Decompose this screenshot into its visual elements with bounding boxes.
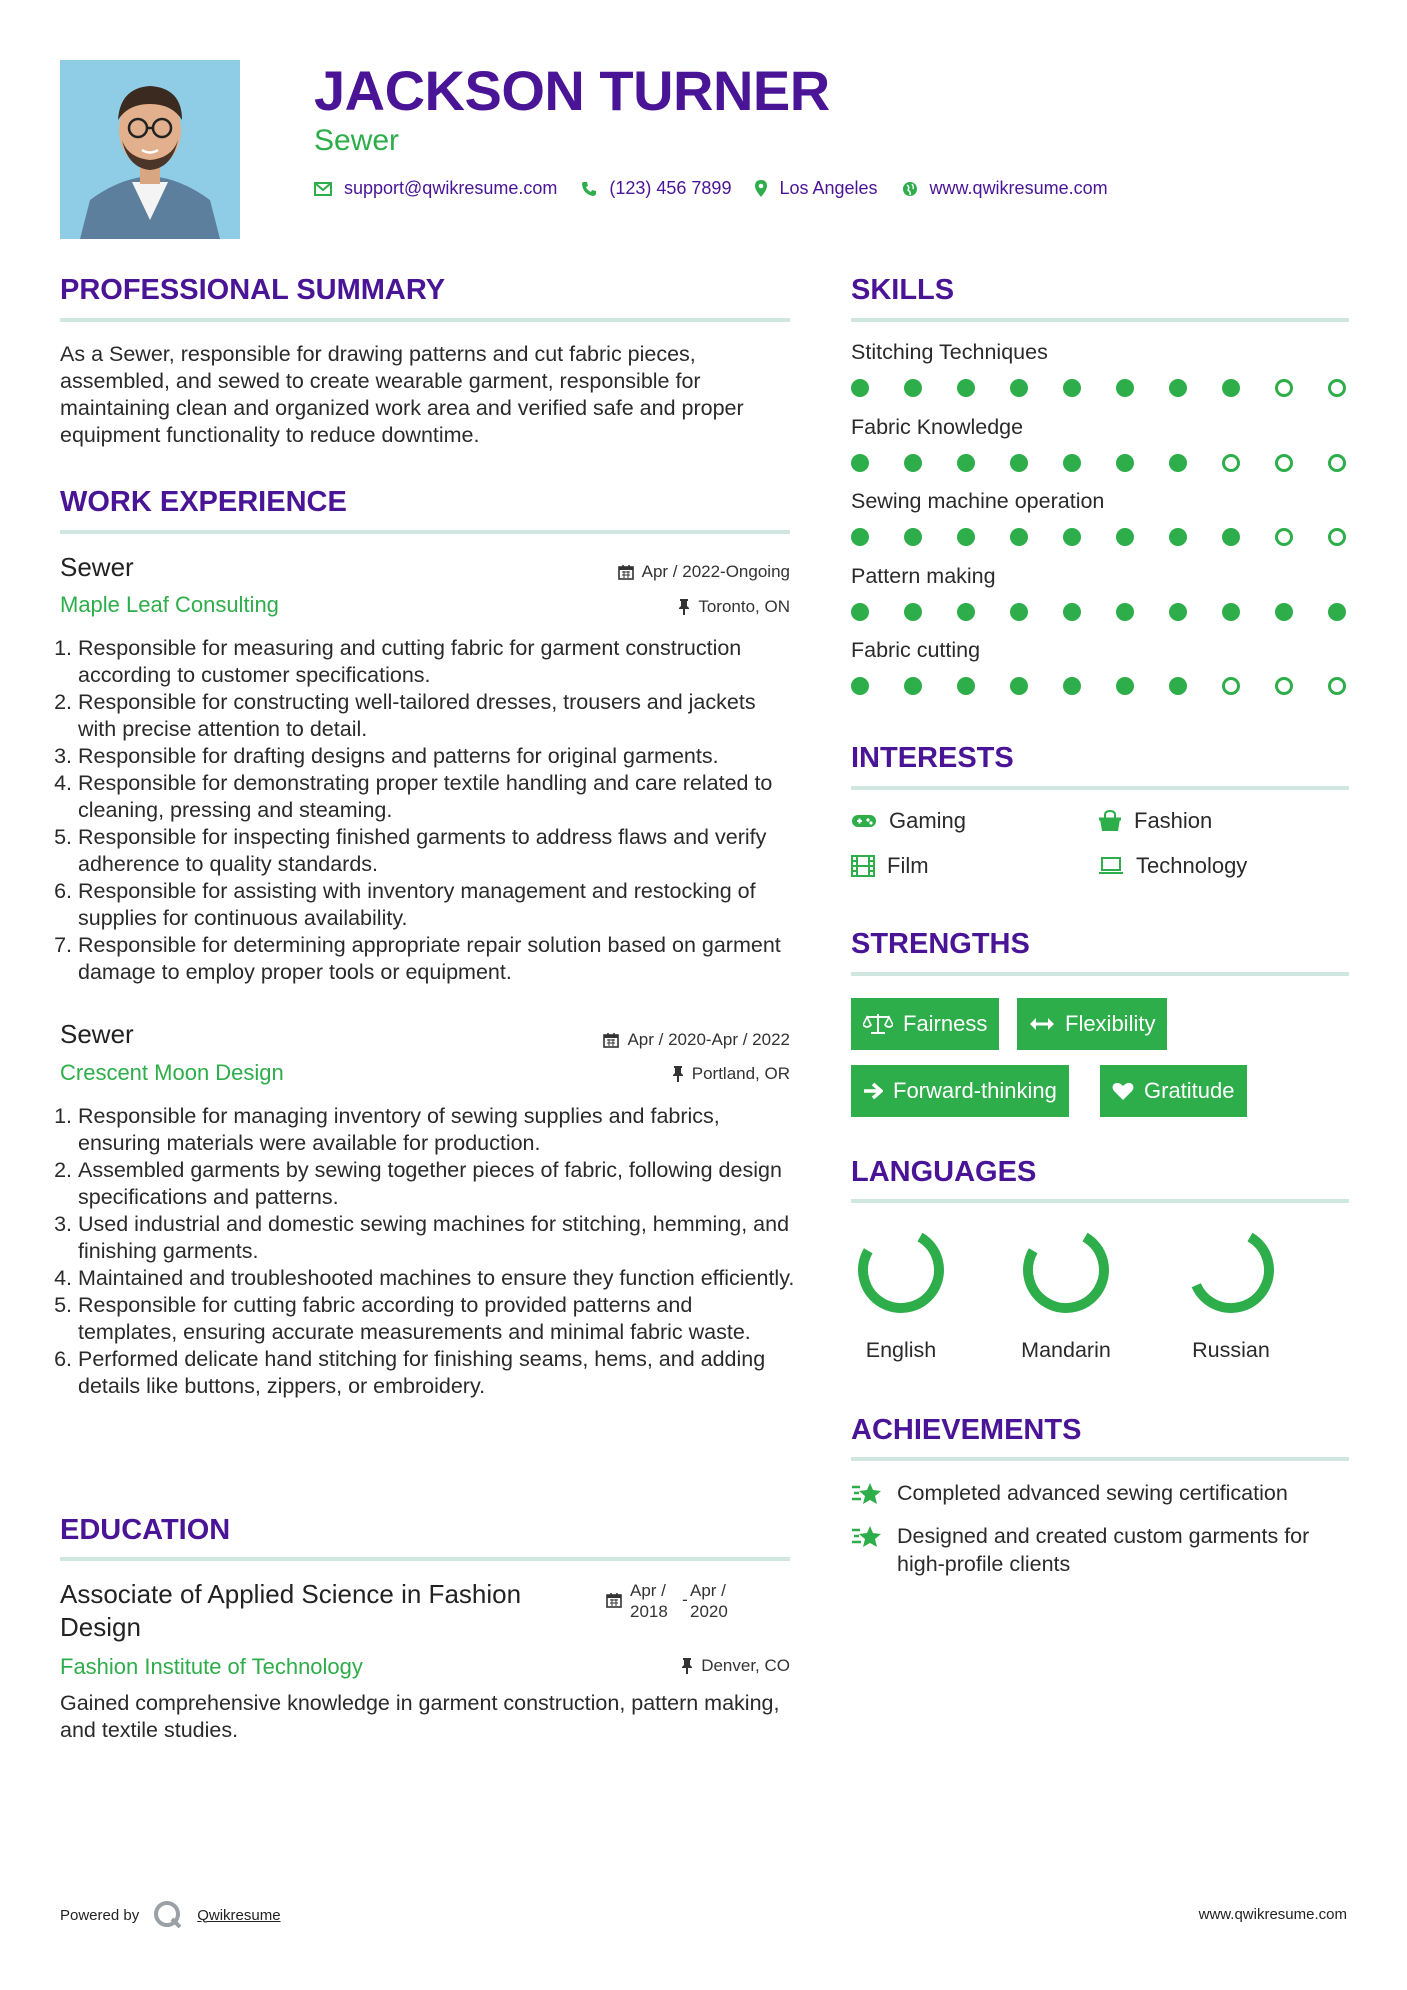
contact-website[interactable] xyxy=(902,178,1108,199)
skill-dot-filled xyxy=(1169,677,1187,695)
skill-dot-filled xyxy=(1063,454,1081,472)
candidate-name: JACKSON TURNER xyxy=(314,59,830,122)
work-divider xyxy=(60,530,790,534)
job-2-location-text: Portland, OR xyxy=(691,1064,790,1083)
skill-dot-filled xyxy=(1010,677,1028,695)
languages-divider xyxy=(851,1199,1349,1203)
education-heading: EDUCATION xyxy=(60,1514,231,1546)
job-2-dates xyxy=(500,1030,790,1050)
work-heading: WORK EXPERIENCE xyxy=(60,486,347,518)
contact-bar xyxy=(314,178,1132,199)
language-name: English xyxy=(865,1338,937,1362)
language-proficiency-ring xyxy=(853,1222,949,1318)
skill-dot-filled xyxy=(1010,603,1028,621)
language-proficiency-ring xyxy=(1183,1222,1279,1318)
languages-heading: LANGUAGES xyxy=(851,1156,1037,1188)
job-2-duty: 5. Responsible for cutting fabric according to provided patterns and templates, ensuring accurate measurements and minimal fabric waste. xyxy=(78,1292,795,1346)
skills-heading: SKILLS xyxy=(851,274,955,306)
profile-photo xyxy=(60,60,240,239)
job-2-dates-text: Apr / 2020-Apr / 2022 xyxy=(627,1030,790,1049)
skill-dot-filled xyxy=(957,677,975,695)
skill-dot-filled xyxy=(851,603,869,621)
phone-icon xyxy=(581,181,597,197)
skill-dot-empty xyxy=(1275,454,1293,472)
interest-label: Technology xyxy=(1136,853,1248,878)
skill-name: Sewing machine operation xyxy=(851,489,1105,513)
interest-technology xyxy=(1098,853,1247,879)
summary-text: As a Sewer, responsible for drawing patterns and cut fabric pieces, assembled, and sewed to create wearable garment, responsible for maintaining clean and organized work area and verified safe and proper equipment functionality to reduce downtime. xyxy=(60,342,744,447)
balance-scale-icon xyxy=(863,1013,893,1035)
job-1-dates xyxy=(500,562,790,582)
language-ring-arc xyxy=(1183,1222,1279,1318)
skill-dot-filled xyxy=(1063,677,1081,695)
skill-dot-filled xyxy=(851,528,869,546)
job-1-title: Sewer xyxy=(60,552,134,582)
education-description: Gained comprehensive knowledge in garment construction, pattern making, and textile studies. xyxy=(60,1691,780,1742)
skill-dot-filled xyxy=(1222,379,1240,397)
job-2-location xyxy=(500,1064,790,1084)
strength-forward-thinking xyxy=(851,1065,1069,1117)
strength-fairness xyxy=(851,998,999,1050)
skill-dot-filled xyxy=(851,677,869,695)
arrow-right-icon xyxy=(863,1082,883,1100)
skill-dot-empty xyxy=(1328,528,1346,546)
qwikresume-logo-icon xyxy=(153,1900,183,1930)
job-1-duty: 6. Responsible for assisting with inventory management and restocking of supplies for continuous availability. xyxy=(78,878,795,932)
skill-dot-empty xyxy=(1222,677,1240,695)
skill-dot-empty xyxy=(1328,454,1346,472)
job-1-dates-text: Apr / 2022-Ongoing xyxy=(641,562,790,581)
strength-label: Fairness xyxy=(903,1011,988,1036)
skill-dot-empty xyxy=(1275,379,1293,397)
strength-label: Forward-thinking xyxy=(893,1078,1057,1103)
arrows-horizontal-icon xyxy=(1029,1017,1055,1031)
strength-flexibility xyxy=(1017,998,1167,1050)
candidate-title: Sewer xyxy=(314,124,400,157)
strength-label: Flexibility xyxy=(1065,1011,1156,1036)
contact-location xyxy=(755,178,877,199)
job-1-location xyxy=(500,597,790,617)
job-1-location-text: Toronto, ON xyxy=(698,597,790,616)
achievements-divider xyxy=(851,1457,1349,1461)
education-location xyxy=(500,1656,790,1676)
website-text: www.qwikresume.com xyxy=(929,178,1108,198)
job-2-duties xyxy=(60,1103,795,1400)
film-icon xyxy=(851,855,875,877)
job-2-duty: 4. Maintained and troubleshooted machines to ensure they function efficiently. xyxy=(78,1265,795,1292)
skill-name: Stitching Techniques xyxy=(851,340,1048,364)
interests-heading: INTERESTS xyxy=(851,742,1014,774)
skill-dot-filled xyxy=(1116,677,1134,695)
education-date-end: Apr / 2020 xyxy=(690,1581,728,1621)
job-2-duty: 6. Performed delicate hand stitching for finishing seams, hems, and adding details like buttons, zippers, or embroidery. xyxy=(78,1346,795,1400)
skill-dot-filled xyxy=(1169,603,1187,621)
summary-heading: PROFESSIONAL SUMMARY xyxy=(60,274,446,306)
job-2-title: Sewer xyxy=(60,1019,134,1049)
contact-phone[interactable] xyxy=(581,178,731,199)
skill-dot-filled xyxy=(904,528,922,546)
skill-dot-empty xyxy=(1328,379,1346,397)
laptop-icon xyxy=(1098,857,1124,875)
calendar-icon xyxy=(606,1592,622,1608)
skill-dot-filled xyxy=(957,379,975,397)
language-ring-arc xyxy=(1018,1222,1114,1318)
skill-dot-filled xyxy=(1063,603,1081,621)
interest-fashion xyxy=(1098,808,1212,834)
skill-dot-filled xyxy=(1116,528,1134,546)
language-name: Russian xyxy=(1192,1338,1270,1362)
skill-dot-empty xyxy=(1275,528,1293,546)
calendar-icon xyxy=(618,564,634,580)
footer-powered-by xyxy=(60,1900,281,1930)
globe-icon xyxy=(902,181,918,197)
phone-text: (123) 456 7899 xyxy=(609,178,732,198)
education-date-start: Apr / 2018 xyxy=(630,1581,668,1621)
job-1-duty: 4. Responsible for demonstrating proper textile handling and care related to cleaning, pressing and steaming. xyxy=(78,770,795,824)
skill-name: Fabric cutting xyxy=(851,638,981,662)
skill-dot-filled xyxy=(957,603,975,621)
education-dates xyxy=(606,1580,740,1622)
skill-name: Pattern making xyxy=(851,563,996,588)
skill-dot-filled xyxy=(1275,603,1293,621)
education-degree: Associate of Applied Science in Fashion Design xyxy=(60,1579,522,1642)
skill-dot-filled xyxy=(1222,603,1240,621)
achievement-item xyxy=(851,1479,1349,1507)
skill-dot-filled xyxy=(1328,603,1346,621)
achievement-text: Completed advanced sewing certification xyxy=(897,1481,1288,1505)
interest-film xyxy=(851,853,929,879)
skill-dot-filled xyxy=(1169,379,1187,397)
skills-divider xyxy=(851,318,1349,322)
education-date-sep: - xyxy=(682,1590,688,1609)
skill-dot-filled xyxy=(904,379,922,397)
interest-gaming xyxy=(851,808,966,834)
interest-label: Fashion xyxy=(1134,808,1213,833)
job-1-duty: 7. Responsible for determining appropriate repair solution based on garment damage to employ proper tools or equipment. xyxy=(78,932,795,986)
skill-dot-filled xyxy=(957,454,975,472)
envelope-icon xyxy=(314,182,332,196)
interests-divider xyxy=(851,786,1349,790)
job-1-duty: 5. Responsible for inspecting finished garments to address flaws and verify adherence to quality standards. xyxy=(78,824,795,878)
skill-dot-filled xyxy=(1010,528,1028,546)
shopping-bag-icon xyxy=(1098,810,1122,832)
job-1-duties xyxy=(60,635,795,986)
education-school: Fashion Institute of Technology xyxy=(60,1654,363,1679)
skill-dot-empty xyxy=(1328,677,1346,695)
skill-dot-filled xyxy=(1010,454,1028,472)
job-1-company: Maple Leaf Consulting xyxy=(60,592,279,617)
job-2-duty: 3. Used industrial and domestic sewing machines for stitching, hemming, and finishing garments. xyxy=(78,1211,795,1265)
location-text: Los Angeles xyxy=(779,178,878,198)
job-2-company: Crescent Moon Design xyxy=(60,1060,284,1085)
skill-dot-filled xyxy=(1116,379,1134,397)
interest-label: Gaming xyxy=(889,808,967,833)
education-divider xyxy=(60,1557,790,1561)
achievement-text: Designed and created custom garments for high-profile clients xyxy=(897,1524,1310,1576)
skill-dot-filled xyxy=(904,603,922,621)
skill-dot-filled xyxy=(1116,454,1134,472)
language-ring-arc xyxy=(853,1222,949,1318)
skill-name: Fabric Knowledge xyxy=(851,414,1024,439)
email-text: support@qwikresume.com xyxy=(344,178,558,198)
pin-icon xyxy=(672,1066,684,1082)
language-name: Mandarin xyxy=(1021,1338,1111,1362)
skill-dot-empty xyxy=(1222,454,1240,472)
star-award-icon xyxy=(851,1524,883,1550)
heart-icon xyxy=(1112,1081,1134,1101)
star-award-icon xyxy=(851,1481,883,1507)
skill-dot-filled xyxy=(851,454,869,472)
skill-dot-filled xyxy=(1116,603,1134,621)
skill-dot-filled xyxy=(851,379,869,397)
job-2-duty: 1. Responsible for managing inventory of sewing supplies and fabrics, ensuring materials were available for production. xyxy=(78,1103,795,1157)
job-1-duty: 1. Responsible for measuring and cutting fabric for garment construction according to customer specifications. xyxy=(78,635,795,689)
qwikresume-link[interactable]: Qwikresume xyxy=(197,1906,281,1924)
job-1-duty: 3. Responsible for drafting designs and patterns for original garments. xyxy=(78,743,795,770)
map-marker-icon xyxy=(755,180,767,197)
skill-dot-filled xyxy=(1169,528,1187,546)
strength-label: Gratitude xyxy=(1144,1078,1235,1103)
gamepad-icon xyxy=(851,812,877,830)
job-1-duty: 2. Responsible for constructing well-tailored dresses, trousers and jackets with precise attention to detail. xyxy=(78,689,795,743)
achievements-heading: ACHIEVEMENTS xyxy=(851,1414,1082,1446)
strength-gratitude xyxy=(1100,1065,1247,1117)
job-2-duty: 2. Assembled garments by sewing together pieces of fabric, following design specifications and patterns. xyxy=(78,1157,795,1211)
skill-dot-filled xyxy=(1169,454,1187,472)
powered-by-text: Powered by xyxy=(60,1906,140,1924)
skill-dot-filled xyxy=(957,528,975,546)
pin-icon xyxy=(681,1658,693,1674)
pin-icon xyxy=(678,599,690,615)
language-proficiency-ring xyxy=(1018,1222,1114,1318)
skill-dot-filled xyxy=(1063,379,1081,397)
footer-url[interactable]: www.qwikresume.com xyxy=(1198,1906,1347,1923)
skill-dot-filled xyxy=(904,677,922,695)
summary-divider xyxy=(60,318,790,322)
strengths-heading: STRENGTHS xyxy=(851,928,1030,960)
skill-dot-empty xyxy=(1275,677,1293,695)
calendar-icon xyxy=(603,1032,619,1048)
achievement-item xyxy=(851,1522,1349,1578)
skill-dot-filled xyxy=(1010,379,1028,397)
interest-label: Film xyxy=(887,853,929,878)
education-location-text: Denver, CO xyxy=(701,1656,790,1675)
skill-dot-filled xyxy=(904,454,922,472)
skill-dot-filled xyxy=(1063,528,1081,546)
strengths-divider xyxy=(851,972,1349,976)
skill-dot-filled xyxy=(1222,528,1240,546)
contact-email[interactable] xyxy=(314,178,557,199)
